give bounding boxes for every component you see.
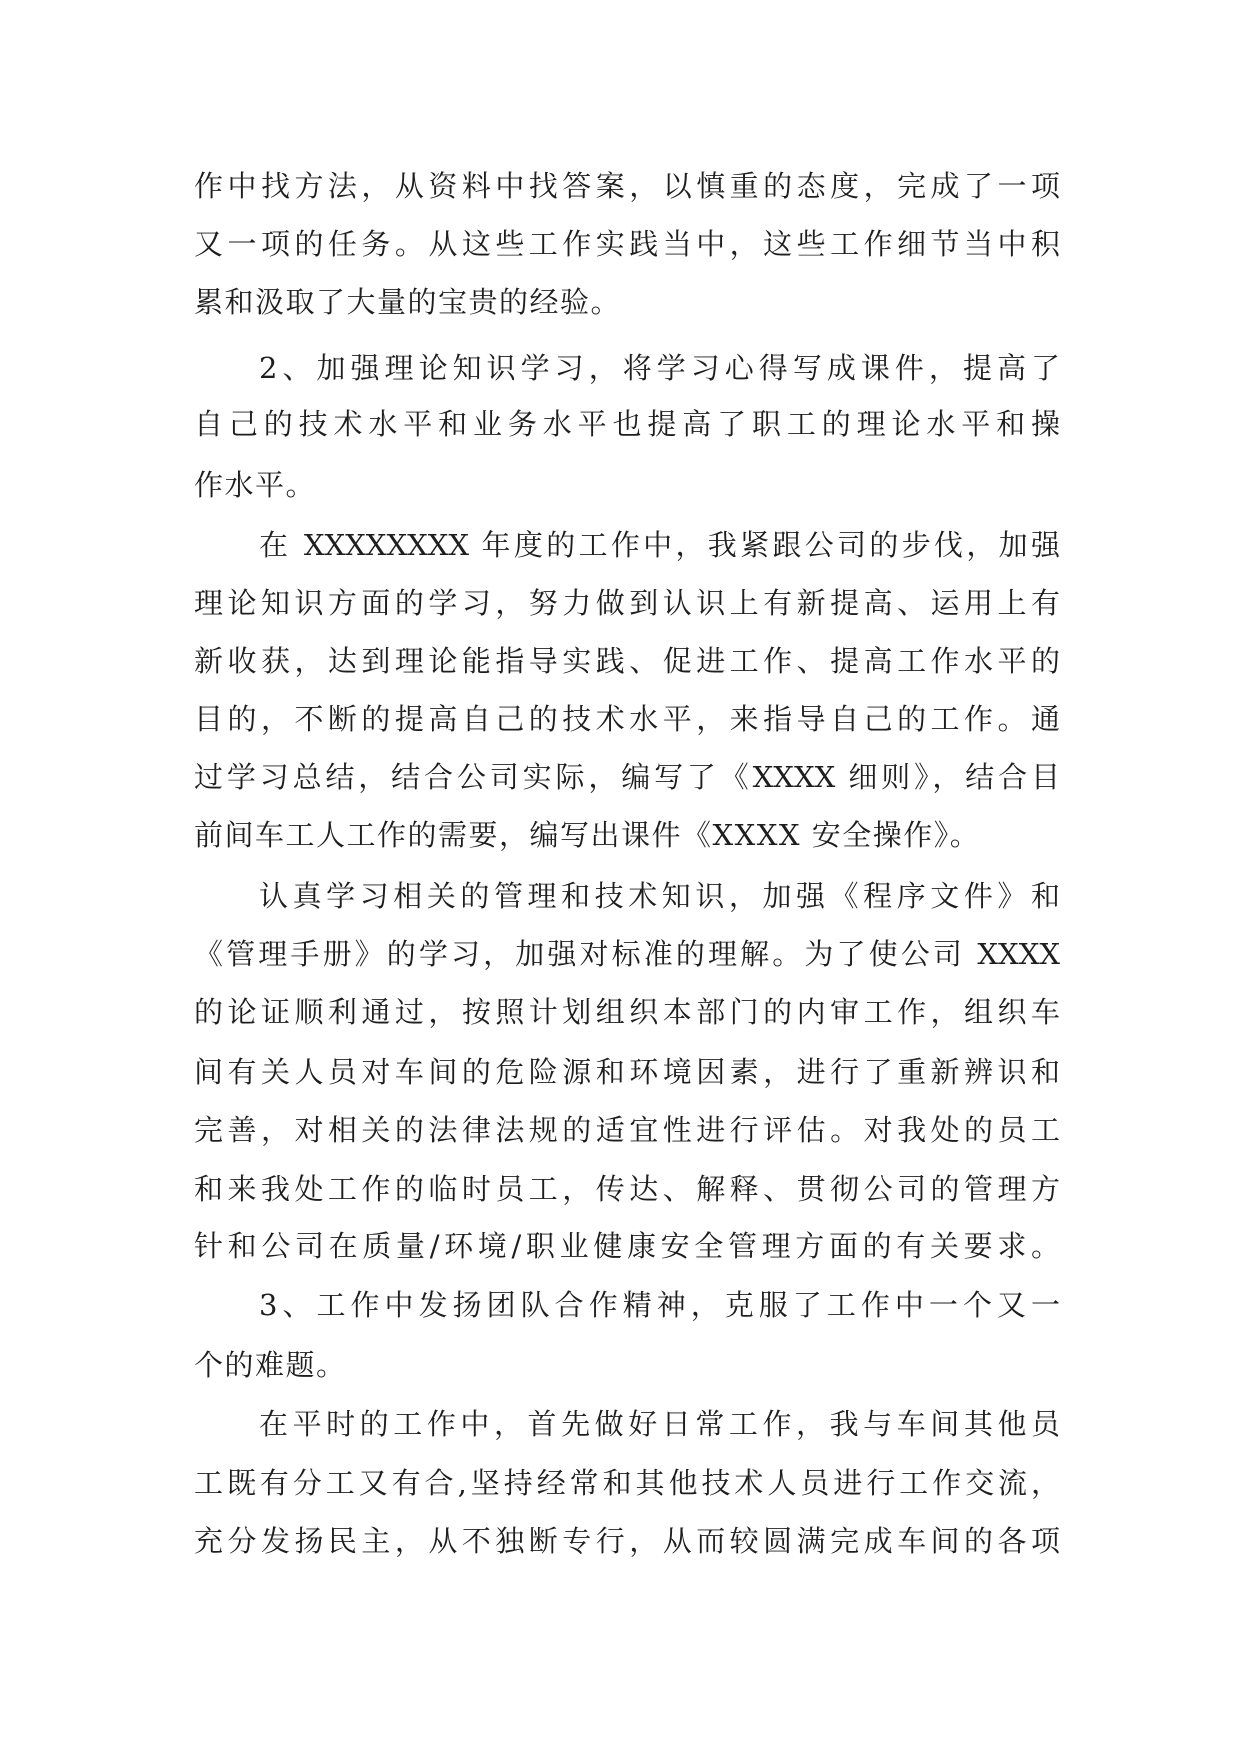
text-line: 工既有分工又有合,坚持经常和其他技术人员进行工作交流，	[194, 1466, 1060, 1500]
text-line: 目的，不断的提高自己的技术水平，来指导自己的工作。通	[194, 702, 1060, 736]
text-line: 《管理手册》的学习，加强对标准的理解。为了使公司 XXXX	[194, 937, 1060, 971]
text-line: 完善，对相关的法律法规的适宜性进行评估。对我处的员工	[194, 1113, 1060, 1147]
text-line: 针和公司在质量/环境/职业健康安全管理方面的有关要求。	[194, 1229, 1060, 1263]
text-line: 累和汲取了大量的宝贵的经验。	[194, 285, 622, 319]
text-line: 又一项的任务。从这些工作实践当中，这些工作细节当中积	[194, 227, 1060, 261]
text-line: 间有关人员对车间的危险源和环境因素，进行了重新辨识和	[194, 1055, 1060, 1089]
text-line: 个的难题。	[194, 1348, 347, 1382]
text-line: 前间车工人工作的需要，编写出课件《XXXX 安全操作》。	[194, 818, 981, 852]
text-line: 作中找方法，从资料中找答案，以慎重的态度，完成了一项	[194, 169, 1060, 203]
text-line: 2、加强理论知识学习，将学习心得写成课件，提高了	[259, 351, 1060, 385]
text-line: 过学习总结，结合公司实际，编写了《XXXX 细则》，结合目	[194, 760, 1060, 794]
text-line: 认真学习相关的管理和技术知识，加强《程序文件》和	[259, 879, 1060, 913]
text-line: 自己的技术水平和业务水平也提高了职工的理论水平和操	[194, 407, 1060, 441]
text-line: 3、工作中发扬团队合作精神，克服了工作中一个又一	[259, 1288, 1060, 1322]
text-line: 和来我处工作的临时员工，传达、解释、贯彻公司的管理方	[194, 1172, 1060, 1206]
text-line: 新收获，达到理论能指导实践、促进工作、提高工作水平的	[194, 644, 1060, 678]
text-line: 作水平。	[194, 468, 317, 502]
text-line: 在平时的工作中，首先做好日常工作，我与车间其他员	[259, 1407, 1060, 1441]
text-line: 的论证顺利通过，按照计划组织本部门的内审工作，组织车	[194, 995, 1060, 1029]
text-line: 在 XXXXXXXX 年度的工作中，我紧跟公司的步伐，加强	[259, 528, 1060, 562]
text-line: 理论知识方面的学习，努力做到认识上有新提高、运用上有	[194, 586, 1060, 620]
text-line: 充分发扬民主，从不独断专行，从而较圆满完成车间的各项	[194, 1524, 1060, 1558]
